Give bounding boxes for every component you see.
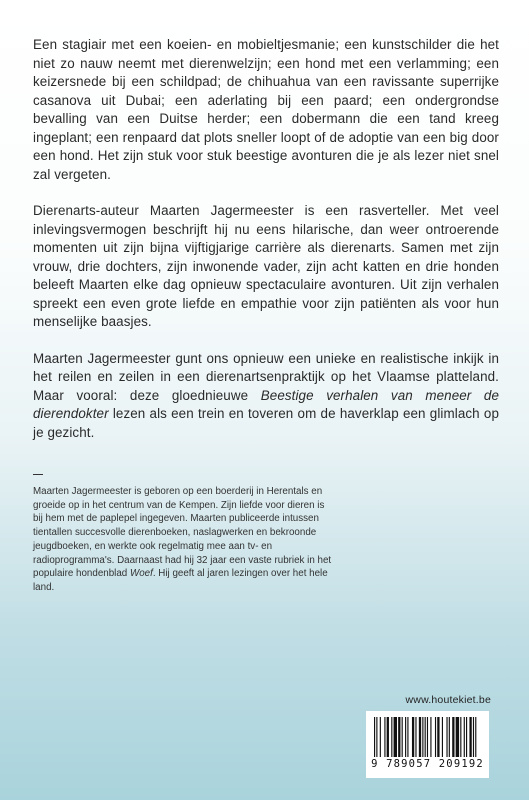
barcode-bar (387, 717, 389, 757)
barcode-bar (469, 717, 471, 757)
author-bio (33, 485, 333, 595)
barcode-bar (419, 717, 421, 757)
separator-dash (33, 474, 43, 475)
barcode-bar (449, 717, 450, 757)
barcode-bar (422, 717, 423, 757)
barcode-bar (380, 717, 381, 757)
barcode-bar (442, 717, 443, 757)
barcode-bar (473, 717, 474, 757)
barcode-bar (466, 717, 467, 757)
barcode-bar (452, 717, 454, 757)
blurb-paragraph-1: Een stagiair met een koeien- en mobieltjesmanie; een kunstschilder die het niet zo nauw neemt met dierenwelzijn; een hond met een verlamming; een keizersnede bij een schildpad; de chihuahua van een ravissante superrijke casanova uit Dubai; een aderlating bij een paard; een ondergrondse bevalling van een Duitse herder; een dobermann die een tand kreeg ingeplant; een renpaard dat plots sneller loopt of de adoptie van een big door een hond. Het zijn stuk voor stuk beestige avonturen die je als lezer niet snel zal vergeten. (33, 37, 499, 182)
barcode-bars (374, 717, 481, 757)
barcode-bar (425, 717, 426, 757)
barcode-bar (374, 717, 375, 757)
barcode-bar (427, 717, 428, 757)
paragraph-3-text-start: Maarten Jagermeester gunt ons opnieuw een unieke en realistische inkijk in het reilen en zeilen in een dierenartsenpraktijk op het Vlaamse platteland. Maar vooral: deze gloednieuwe (33, 350, 499, 403)
barcode-bar (402, 717, 403, 757)
barcode-bar (391, 717, 392, 757)
barcode-bar (475, 717, 476, 757)
blurb-paragraph-3 (33, 350, 499, 443)
blurb-paragraph-2: Dierenarts-auteur Maarten Jagermeester is een rasverteller. Met veel inlevingsvermogen beschrijft hij nu eens hilarische, dan weer ontroerende momenten uit zijn bijna vijftigjarige carrière als dierenarts. Samen met zijn vrouw, drie dochters, zijn inwonende vader, zijn acht katten en drie honden beleeft Maarten elke dag opnieuw spectaculaire avonturen. Uit zijn verhalen spreekt een even grote liefde en empathie voor zijn patiënten als voor hun menselijke baasjes. (33, 203, 499, 329)
book-title: Beestige verhalen van meneer de dierendokter (33, 387, 499, 421)
barcode (366, 711, 489, 778)
barcode-bar (460, 717, 461, 757)
barcode-bar (435, 717, 436, 757)
barcode-bar (430, 717, 431, 757)
barcode-bar (405, 717, 406, 757)
barcode-bar (407, 717, 408, 757)
blurb (33, 36, 499, 460)
isbn-number: 9 789057 209192 (371, 758, 484, 770)
barcode-bar (415, 717, 416, 757)
barcode-bar (384, 717, 385, 757)
barcode-bar (464, 717, 465, 757)
paragraph-3-text-end: lezen als een trein en toveren om de haverklap een glimlach op je gezicht. (33, 406, 499, 440)
barcode-bar (456, 717, 459, 757)
barcode-bar (394, 717, 397, 757)
bio-text-end: . Hij geeft al jaren lezingen over het hele land. (33, 568, 328, 593)
barcode-bar (412, 717, 414, 757)
bio-text-start: Maarten Jagermeester is geboren op een boerderij in Herentals en groeide op in het centrum van de Kempen. Zijn liefde voor dieren is bij hem met de paplepel ingegeven. Maarten publiceerde intussen tientallen succesvolle dierenboeken, naslagwerken en bekroonde jeugdboeken, en werkte ook regelmatig mee aan tv- en radioprogramma's. Daarnaast had hij 32 jaar een vaste rubriek in het populaire hondenblad (33, 486, 332, 580)
barcode-bar (376, 717, 377, 757)
barcode-bar (437, 717, 439, 757)
barcode-bar (398, 717, 400, 757)
magazine-name: Woef (129, 568, 153, 580)
barcode-bar (446, 717, 447, 757)
publisher-website: www.houtekiet.be (405, 694, 491, 706)
